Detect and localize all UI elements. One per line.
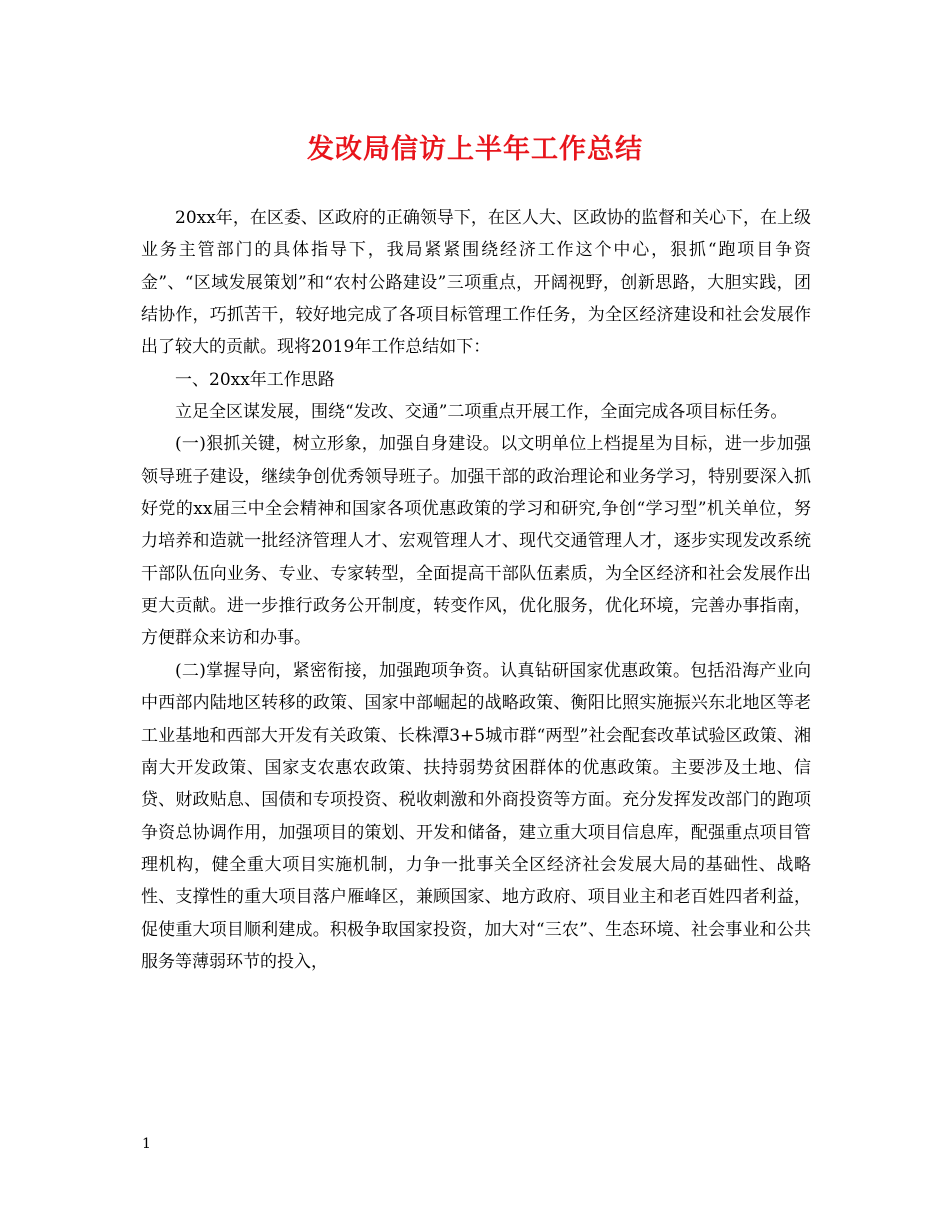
paragraph-item-1: (一)狠抓关键，树立形象，加强自身建设。以文明单位上档提星为目标，进一步加强领导班子建设，继续争创优秀领导班子。加强干部的政治理论和业务学习，特别要深入抓好党的xx届三中全会精神和国家各项优惠政策的学习和研究,争创“学习型”机关单位，努力培养和造就一批经济管理人才、宏观管理人才、现代交通管理人才，逐步实现发改系统干部队伍向业务、专业、专家转型，全面提高干部队伍素质，为全区经济和社会发展作出更大贡献。进一步推行政务公开制度，转变作风，优化服务，优化环境，完善办事指南，方便群众来访和办事。: [141, 434, 811, 649]
section-heading-1: 一、20xx年工作思路: [175, 369, 335, 390]
document-body: [141, 202, 811, 978]
paragraph-item-2: (二)掌握导向，紧密衔接，加强跑项争资。认真钻研国家优惠政策。包括沿海产业向中西部内陆地区转移的政策、国家中部崛起的战略政策、衡阳比照实施振兴东北地区等老工业基地和西部大开发有关政策、长株潭3+5城市群“两型”社会配套改革试验区政策、湘南大开发政策、国家支农惠农政策、扶持弱势贫困群体的优惠政策。主要涉及土地、信贷、财政贴息、国债和专项投资、税收刺激和外商投资等方面。充分发挥发改部门的跑项争资总协调作用，加强项目的策划、开发和储备，建立重大项目信息库，配强重点项目管理机构，健全重大项目实施机制，力争一批事关全区经济社会发展大局的基础性、战略性、支撑性的重大项目落户雁峰区，兼顾国家、地方政府、项目业主和老百姓四者利益，促使重大项目顺利建成。积极争取国家投资，加大对“三农”、生态环境、社会事业和公共服务等薄弱环节的投入，: [141, 660, 811, 972]
document-title: 发改局信访上半年工作总结: [307, 134, 643, 165]
paragraph-thinking: 立足全区谋发展，围绕“发改、交通”二项重点开展工作，全面完成各项目标任务。: [175, 402, 788, 423]
paragraph-intro: 20xx年，在区委、区政府的正确领导下，在区人大、区政协的监督和关心下，在上级业务主管部门的具体指导下，我局紧紧围绕经济工作这个中心，狠抓“跑项目争资金”、“区域发展策划”和“农村公路建设”三项重点，开阔视野，创新思路，大胆实践，团结协作，巧抓苦干，较好地完成了各项目标管理工作任务，为全区经济建设和社会发展作出了较大的贡献。现将2019年工作总结如下：: [141, 208, 811, 358]
page-number: 1: [142, 1136, 151, 1152]
